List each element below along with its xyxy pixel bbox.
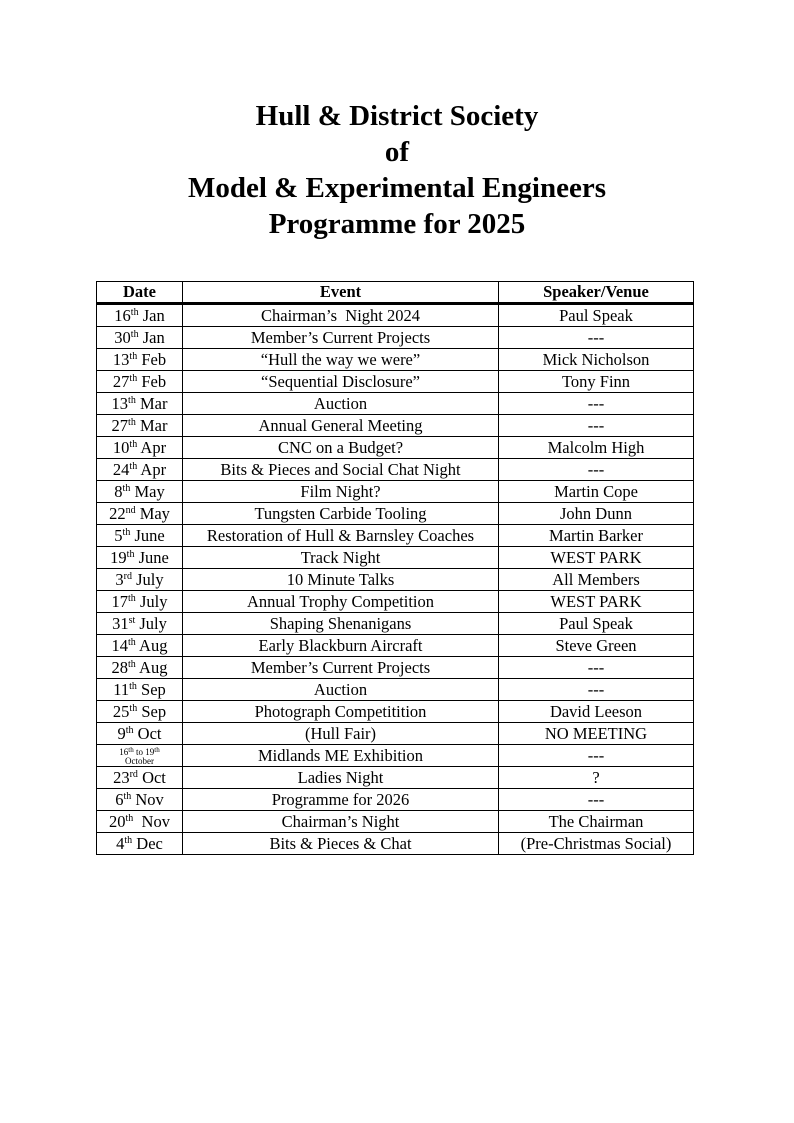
speaker-venue-cell: --- [499, 657, 694, 679]
event-cell: “Sequential Disclosure” [183, 371, 499, 393]
event-cell: Auction [183, 679, 499, 701]
document-title [0, 98, 794, 242]
date-month: Mar [135, 415, 168, 435]
date-month: July [135, 591, 168, 611]
date-ordinal: th [128, 745, 134, 754]
date-day: 28 [111, 657, 129, 677]
table-row [97, 613, 694, 635]
date-day: 22 [109, 503, 126, 523]
event-cell: Shaping Shenanigans [183, 613, 499, 635]
event-cell: Restoration of Hull & Barnsley Coaches [183, 525, 499, 547]
header-date: Date [97, 282, 183, 304]
date-month: Apr [137, 437, 167, 457]
table-header-row [97, 282, 694, 304]
table-row [97, 393, 694, 415]
table-row [97, 745, 694, 767]
date-month: Aug [135, 635, 168, 655]
date-cell [97, 304, 183, 327]
event-cell: Track Night [183, 547, 499, 569]
speaker-venue-cell: Malcolm High [499, 437, 694, 459]
event-cell: Programme for 2026 [183, 789, 499, 811]
date-day: 19 [110, 547, 127, 567]
table-row [97, 679, 694, 701]
date-month: July [135, 613, 167, 633]
header-event: Event [183, 282, 499, 304]
date-cell [97, 613, 183, 635]
date-cell [97, 657, 183, 679]
date-cell [97, 789, 183, 811]
speaker-venue-cell: John Dunn [499, 503, 694, 525]
date-cell [97, 591, 183, 613]
table-row [97, 635, 694, 657]
date-month: Jan [138, 305, 165, 325]
speaker-venue-cell: Paul Speak [499, 613, 694, 635]
date-day: 17 [111, 591, 129, 611]
speaker-venue-cell: Mick Nicholson [499, 349, 694, 371]
date-month: Aug [135, 657, 168, 677]
table-row [97, 371, 694, 393]
table-row [97, 811, 694, 833]
date-ordinal: th [128, 416, 136, 428]
date-month: Sep [137, 701, 167, 721]
date-ordinal: th [125, 724, 134, 736]
date-ordinal: st [128, 614, 136, 626]
date-day: 5 [114, 525, 123, 545]
speaker-venue-cell: The Chairman [499, 811, 694, 833]
date-day: 20 [109, 811, 126, 831]
date-cell [97, 371, 183, 393]
speaker-venue-cell: ? [499, 767, 694, 789]
date-cell [97, 393, 183, 415]
date-month: Dec [132, 833, 163, 853]
date-ordinal: th [130, 306, 139, 318]
date-day: 4 [116, 833, 125, 853]
table-row [97, 701, 694, 723]
date-day: 24 [112, 459, 130, 479]
event-cell: 10 Minute Talks [183, 569, 499, 591]
speaker-venue-cell: Paul Speak [499, 304, 694, 327]
date-cell [97, 767, 183, 789]
date-ordinal: th [154, 745, 160, 754]
date-ordinal: th [128, 658, 136, 670]
table-row [97, 767, 694, 789]
date-cell [97, 723, 183, 745]
event-cell: (Hull Fair) [183, 723, 499, 745]
date-cell [97, 481, 183, 503]
date-month: Jan [138, 327, 165, 347]
date-cell [97, 349, 183, 371]
event-cell: Midlands ME Exhibition [183, 745, 499, 767]
table-row [97, 591, 694, 613]
event-cell: Tungsten Carbide Tooling [183, 503, 499, 525]
table-row [97, 304, 694, 327]
date-ordinal: th [129, 680, 137, 692]
date-cell [97, 503, 183, 525]
date-cell [97, 327, 183, 349]
date-range-to: to 19 [133, 746, 155, 757]
date-cell [97, 833, 183, 855]
title-line-1: Hull & District Society [255, 100, 539, 132]
header-speaker-venue: Speaker/Venue [499, 282, 694, 304]
speaker-venue-cell: NO MEETING [499, 723, 694, 745]
event-cell: Early Blackburn Aircraft [183, 635, 499, 657]
date-ordinal: rd [129, 768, 138, 780]
speaker-venue-cell: All Members [499, 569, 694, 591]
date-range [119, 745, 160, 766]
date-month: June [134, 547, 169, 567]
date-month: Oct [133, 723, 162, 743]
event-cell: Photograph Competitition [183, 701, 499, 723]
speaker-venue-cell: --- [499, 327, 694, 349]
date-ordinal: nd [125, 504, 136, 516]
event-cell: Bits & Pieces & Chat [183, 833, 499, 855]
date-day: 14 [111, 635, 129, 655]
date-cell [97, 459, 183, 481]
date-cell [97, 525, 183, 547]
date-day: 16 [114, 305, 131, 325]
event-cell: CNC on a Budget? [183, 437, 499, 459]
date-ordinal: th [129, 702, 138, 714]
table-row [97, 657, 694, 679]
programme-table [96, 281, 694, 855]
date-month: Nov [131, 789, 164, 809]
date-cell [97, 547, 183, 569]
date-month: Mar [135, 393, 168, 413]
table-row [97, 525, 694, 547]
date-cell [97, 635, 183, 657]
date-month: June [130, 525, 165, 545]
date-ordinal: th [129, 460, 138, 472]
date-ordinal: th [128, 394, 136, 406]
date-day: 13 [111, 393, 129, 413]
date-month: May [135, 503, 170, 523]
speaker-venue-cell: Martin Barker [499, 525, 694, 547]
speaker-venue-cell: WEST PARK [499, 591, 694, 613]
date-day: 8 [114, 481, 123, 501]
date-month: Feb [137, 349, 167, 369]
table-row [97, 547, 694, 569]
table-row [97, 349, 694, 371]
title-line-4: Programme for 2025 [268, 208, 526, 240]
speaker-venue-cell: Steve Green [499, 635, 694, 657]
date-ordinal: th [125, 812, 134, 824]
table-row [97, 723, 694, 745]
date-ordinal: rd [123, 570, 132, 582]
table-row [97, 833, 694, 855]
table-row [97, 569, 694, 591]
date-ordinal: th [122, 482, 131, 494]
date-ordinal: th [126, 548, 135, 560]
event-cell: Annual Trophy Competition [183, 591, 499, 613]
date-cell [97, 415, 183, 437]
event-cell: Auction [183, 393, 499, 415]
speaker-venue-cell: Tony Finn [499, 371, 694, 393]
date-month: Sep [136, 679, 166, 699]
date-ordinal: th [130, 328, 139, 340]
speaker-venue-cell: David Leeson [499, 701, 694, 723]
date-month: Oct [137, 767, 166, 787]
date-cell [97, 569, 183, 591]
table-row [97, 437, 694, 459]
date-month: July [131, 569, 164, 589]
date-month: Nov [133, 811, 170, 831]
event-cell: Chairman’s Night [183, 811, 499, 833]
date-day: 23 [113, 767, 130, 787]
date-day: 3 [115, 569, 124, 589]
date-ordinal: th [129, 438, 138, 450]
date-day: 11 [113, 679, 130, 699]
date-ordinal: th [129, 372, 138, 384]
date-day: 30 [114, 327, 131, 347]
date-day: 25 [112, 701, 130, 721]
event-cell: Annual General Meeting [183, 415, 499, 437]
table-row [97, 459, 694, 481]
date-ordinal: th [122, 526, 131, 538]
date-month: Feb [137, 371, 167, 391]
table-row [97, 327, 694, 349]
speaker-venue-cell: --- [499, 415, 694, 437]
date-ordinal: th [124, 834, 133, 846]
date-day: 10 [112, 437, 130, 457]
table-row [97, 503, 694, 525]
title-line-2: of [384, 136, 410, 168]
date-day: 31 [112, 613, 129, 633]
date-day: 27 [112, 371, 130, 391]
speaker-venue-cell: Martin Cope [499, 481, 694, 503]
event-cell: Bits & Pieces and Social Chat Night [183, 459, 499, 481]
date-ordinal: th [128, 636, 136, 648]
date-ordinal: th [129, 350, 138, 362]
date-day: 13 [112, 349, 130, 369]
event-cell: “Hull the way we were” [183, 349, 499, 371]
date-cell [97, 701, 183, 723]
event-cell: Film Night? [183, 481, 499, 503]
date-day: 9 [117, 723, 126, 743]
title-line-3: Model & Experimental Engineers [187, 172, 607, 204]
date-day: 16 [119, 746, 129, 757]
date-ordinal: th [123, 790, 132, 802]
table-row [97, 789, 694, 811]
event-cell: Ladies Night [183, 767, 499, 789]
date-day: 6 [115, 789, 124, 809]
speaker-venue-cell: --- [499, 459, 694, 481]
date-cell [97, 811, 183, 833]
speaker-venue-cell: (Pre-Christmas Social) [499, 833, 694, 855]
speaker-venue-cell: WEST PARK [499, 547, 694, 569]
table-row [97, 481, 694, 503]
speaker-venue-cell: --- [499, 745, 694, 767]
date-day: 27 [111, 415, 129, 435]
date-month: Apr [137, 459, 167, 479]
speaker-venue-cell: --- [499, 393, 694, 415]
date-cell [97, 437, 183, 459]
date-cell [97, 679, 183, 701]
table-body [97, 304, 694, 855]
date-ordinal: th [128, 592, 136, 604]
speaker-venue-cell: --- [499, 789, 694, 811]
table-row [97, 415, 694, 437]
date-cell [97, 745, 183, 767]
speaker-venue-cell: --- [499, 679, 694, 701]
event-cell: Chairman’s Night 2024 [183, 304, 499, 327]
event-cell: Member’s Current Projects [183, 657, 499, 679]
event-cell: Member’s Current Projects [183, 327, 499, 349]
date-month: May [130, 481, 165, 501]
date-month: October [124, 755, 154, 766]
